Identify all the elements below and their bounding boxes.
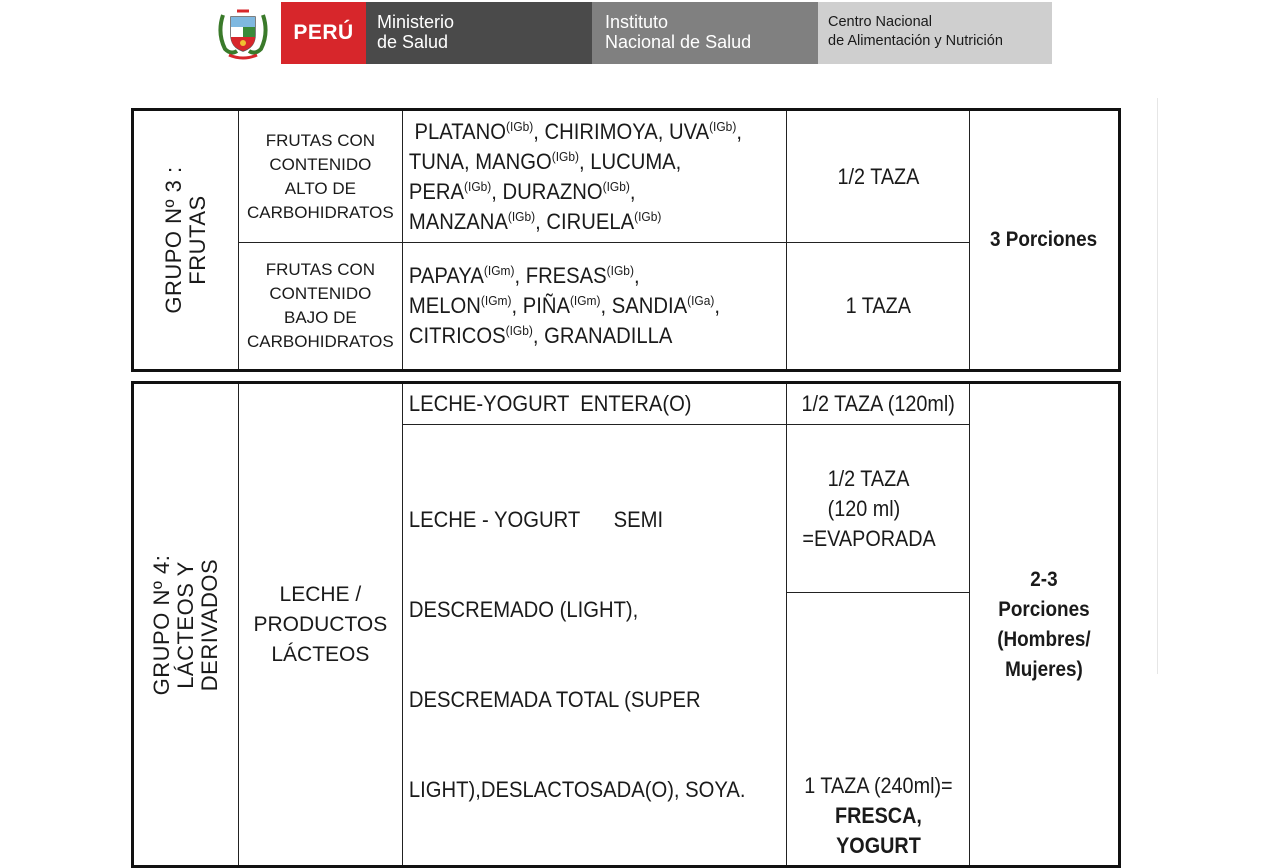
food-line	[409, 117, 756, 147]
subcategory-line: CONTENIDO	[269, 284, 372, 303]
glycemic-index: (IGb)	[709, 118, 737, 134]
food-item: , LUCUMA,	[579, 148, 682, 174]
food-item: PLATANO	[414, 118, 507, 144]
group4-title-line-3: DERIVADOS	[197, 558, 223, 691]
portions-line: Porciones	[998, 597, 1090, 621]
amount-line: (120 ml)	[827, 495, 901, 521]
food-item: , FRESAS	[514, 263, 607, 288]
food-item: , PIÑA	[511, 293, 570, 318]
amount-value	[803, 464, 936, 554]
food-item: PAPAYA	[408, 263, 484, 288]
food-list-low-carb	[402, 243, 756, 371]
food-line	[409, 207, 756, 237]
food-line	[409, 321, 756, 351]
peru-label: PERÚ	[281, 2, 366, 64]
group3-title-cell	[133, 110, 239, 371]
portions-value: 3 Porciones	[990, 228, 1098, 251]
emblem-box	[205, 2, 281, 64]
food-item: , CHIRIMOYA, UVA	[533, 118, 710, 144]
amount-line-bold: YOGURT	[835, 833, 921, 858]
table-row	[133, 110, 1120, 243]
glycemic-index: (IGm)	[480, 293, 512, 308]
evaporated-amount	[787, 425, 969, 593]
subcategory-line: CONTENIDO	[269, 154, 372, 174]
institute-label	[592, 2, 818, 64]
separator: ,	[633, 263, 640, 288]
amount-line: =EVAPORADA	[802, 525, 937, 551]
portions-line: (Hombres/	[997, 627, 1091, 651]
glycemic-index: (IGa)	[687, 293, 715, 308]
group3-portions	[969, 110, 1119, 371]
glycemic-index: (IGb)	[506, 118, 534, 134]
food-line: LIGHT),DESLACTOSADA(O), SOYA.	[408, 777, 746, 802]
glycemic-index: (IGb)	[505, 323, 533, 338]
table-row	[133, 383, 1120, 425]
separator: ,	[629, 178, 636, 204]
group4-portions	[969, 383, 1119, 867]
fresh-yogurt-amount	[787, 593, 969, 867]
food-list-high-carb	[402, 110, 756, 243]
glycemic-index: (IGb)	[551, 148, 580, 164]
portions-value	[997, 565, 1090, 685]
amount-line-bold: FRESCA,	[834, 803, 922, 828]
group3-table	[131, 108, 1121, 372]
food-item: , GRANADILLA	[532, 323, 673, 348]
header-banner	[205, 2, 1052, 64]
food-item: TUNA, MANGO	[408, 148, 552, 174]
subcategory-line: CARBOHIDRATOS	[247, 332, 394, 351]
center-line-2: de Alimentación y Nutrición	[828, 33, 1003, 49]
food-item: , SANDIA	[600, 293, 688, 318]
whole-milk-amount	[787, 383, 969, 425]
food-line	[409, 177, 756, 207]
subcategory-line: BAJO DE	[283, 308, 357, 327]
group4-title-line-1: GRUPO Nº 4:	[149, 554, 175, 695]
separator: ,	[736, 118, 742, 144]
light-milk-foods	[402, 425, 756, 867]
ministry-line-2: de Salud	[377, 32, 449, 52]
food-item: PERA	[408, 178, 465, 204]
slide-edge-line	[1157, 98, 1158, 674]
food-item: MELON	[408, 293, 481, 318]
food-item: MANZANA	[408, 208, 508, 234]
category-line: PRODUCTOS	[253, 612, 388, 636]
food-item: LECHE-YOGURT ENTERA(O)	[408, 391, 692, 416]
subcategory-line: FRUTAS CON	[265, 130, 375, 150]
amount-low-carb	[787, 243, 969, 371]
amount-line: 1 TAZA (240ml)=	[803, 773, 953, 798]
food-item: , CIRUELA	[535, 208, 635, 234]
food-item: CITRICOS	[408, 323, 506, 348]
group4-table	[131, 381, 1121, 868]
subcategory-line: FRUTAS CON	[265, 260, 375, 279]
group3-title-line-1: GRUPO Nº 3 :	[161, 166, 187, 314]
amount-line: 1/2 TAZA	[827, 465, 910, 491]
amount-value	[804, 771, 952, 861]
ministry-line-1: Ministerio	[377, 12, 455, 32]
amount-value: 1/2 TAZA	[837, 163, 919, 189]
food-line	[409, 147, 756, 177]
glycemic-index: (IGb)	[464, 178, 492, 194]
group4-title-cell	[133, 383, 239, 867]
group4-title	[150, 554, 222, 695]
center-line-1: Centro Nacional	[828, 14, 932, 30]
category-line: LÁCTEOS	[271, 642, 370, 666]
glycemic-index: (IGb)	[507, 208, 536, 224]
subcategory-line: ALTO DE	[284, 178, 356, 198]
institute-line-2: Nacional de Salud	[605, 32, 752, 52]
food-line	[409, 291, 756, 321]
glycemic-index: (IGm)	[483, 263, 515, 278]
category-line: LECHE /	[279, 582, 362, 606]
ministry-label	[366, 2, 592, 64]
subcategory-high-carb	[239, 110, 402, 243]
food-item: , DURAZNO	[491, 178, 603, 204]
group4-title-line-2: LÁCTEOS Y	[173, 560, 199, 689]
subcategory-low-carb	[239, 243, 402, 371]
food-line: DESCREMADO (LIGHT),	[408, 597, 639, 622]
food-line: DESCREMADA TOTAL (SUPER	[408, 687, 701, 712]
dairy-category	[239, 383, 402, 867]
glycemic-index: (IGb)	[602, 178, 630, 194]
subcategory-line: CARBOHIDRATOS	[247, 202, 394, 222]
food-line: LECHE - YOGURT SEMI	[408, 507, 664, 532]
separator: ,	[714, 293, 721, 318]
group3-title-line-2: FRUTAS	[185, 195, 211, 285]
institute-line-1: Instituto	[605, 12, 669, 32]
glycemic-index: (IGb)	[606, 263, 634, 278]
peru-coat-of-arms-icon	[215, 5, 271, 61]
food-line	[409, 261, 756, 291]
amount-value: 1 TAZA	[845, 293, 911, 318]
glycemic-index: (IGb)	[634, 208, 662, 224]
portions-line: 2-3	[1030, 567, 1058, 591]
center-label	[818, 2, 1052, 64]
whole-milk-foods	[402, 383, 756, 425]
glycemic-index: (IGm)	[569, 293, 601, 308]
amount-value: 1/2 TAZA (120ml)	[801, 391, 955, 416]
group3-title	[162, 166, 210, 313]
amount-high-carb	[787, 110, 969, 243]
portions-line: Mujeres)	[1004, 657, 1083, 681]
